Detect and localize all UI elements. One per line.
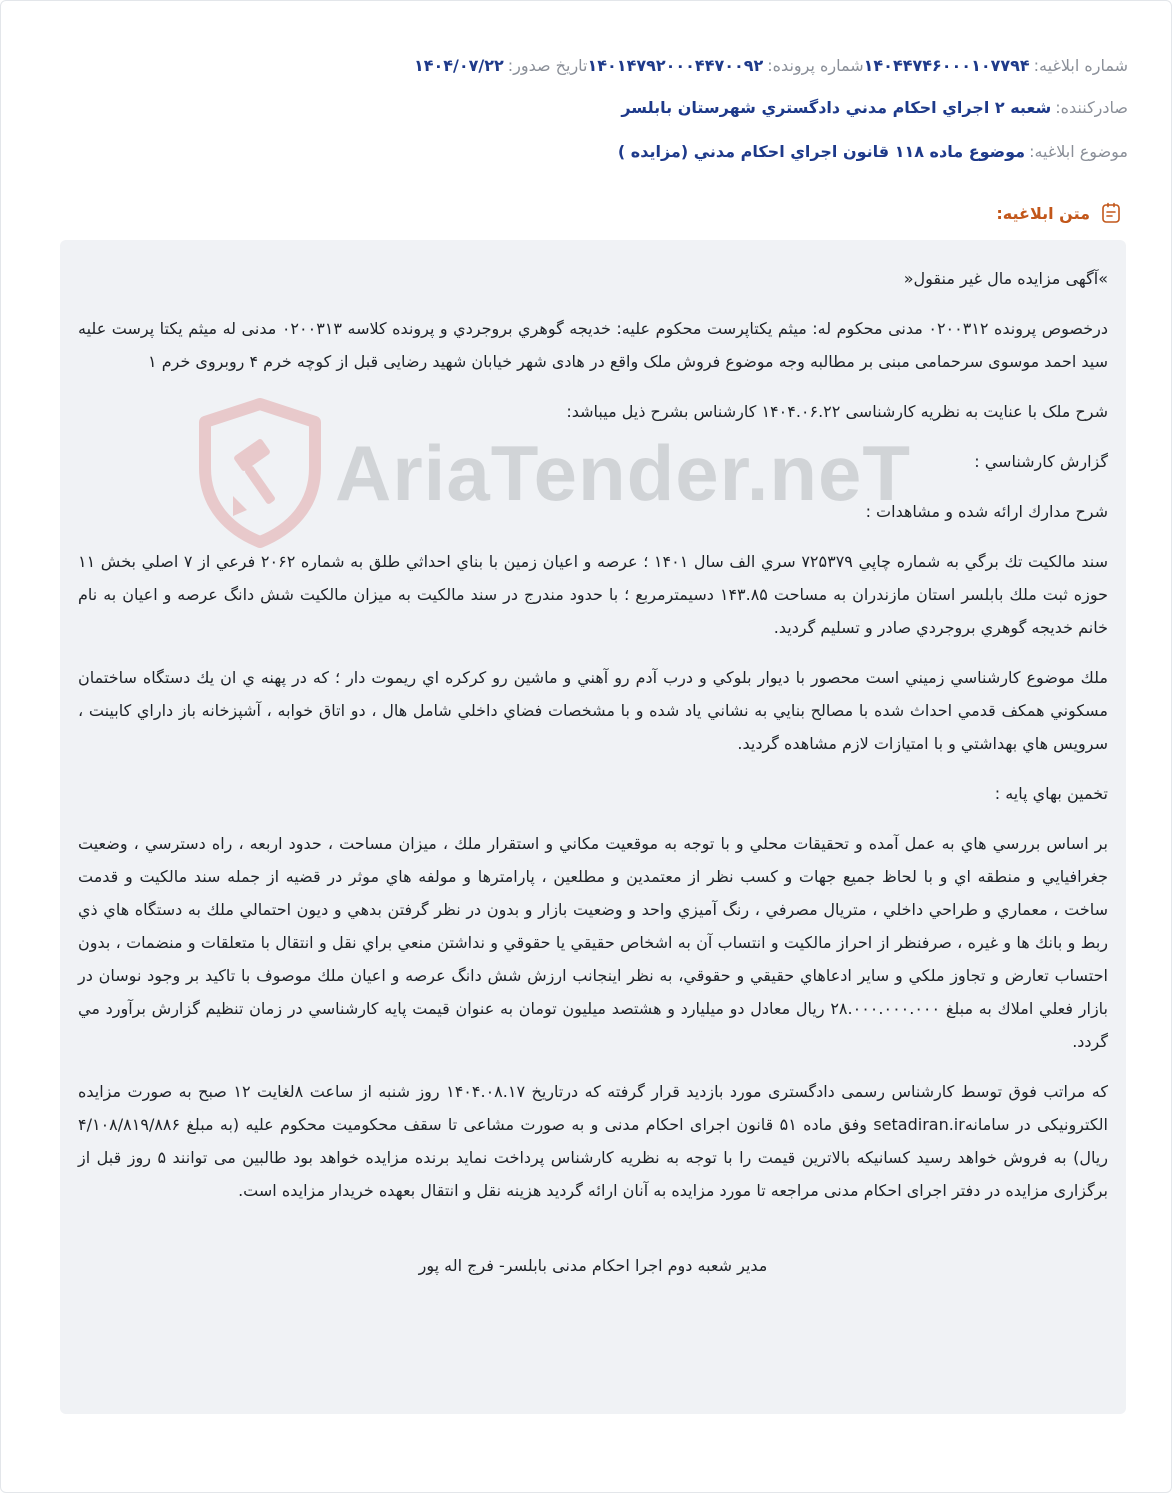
meta-row-issuer [46,98,1128,117]
subject-value: موضوع ماده ۱۱۸ قانون اجراي احکام مدني (مزايده ) [617,142,1026,161]
notice-text-header [996,200,1124,226]
ad-title: »آگهی مزایده مال غیر منقول« [903,269,1108,288]
notice-number [864,56,1128,75]
case-number-value: ۱۴۰۱۴۷۹۲۰۰۰۴۴۷۰۰۹۲ [587,56,764,75]
notice-text-title: متن ابلاغيه: [996,203,1090,223]
documents-heading: شرح مدارك ارائه شده و مشاهدات : [865,502,1108,521]
auction-terms-paragraph: که مراتب فوق توسط کارشناس رسمی دادگستری مورد بازدید قرار گرفته که درتاریخ ۱۴۰۴.۰۸.۱۷ روز شنبه از ساعت ۸لغایت ۱۲ صبح به صورت مزایده الکترونیکی در سامانهsetadiran.ir وفق ماده ۵۱ قانون اجرای احکام مدنی و به صورت مشاعی تا سقف محکومیت محکوم علیه (به مبلغ ۴/۱۰۸/۸۱۹/۸۸۶ ریال) به فروش خواهد رسید کسانیکه بالاترین قیمت را با توجه به نظریه کارشناس پرداخت نماید برنده مزایده خواهد بود طالبین می توانند ۵ روز قبل از برگزاری مزایده در دفتر اجرای احکام مدنی مراجعه تا مورد مزایده به آنان ارائه گردید هزینه نقل و انتقال بعهده خریدار مزایده است. [78,1082,1109,1200]
expert-report-heading: گزارش کارشناسي : [974,452,1108,471]
notice-number-label: شماره ابلاغيه: [1033,56,1128,75]
issue-date [414,56,588,75]
case-summary: درخصوص پرونده ۰۲۰۰۳۱۲ مدنی محکوم له: میثم یکتاپرست محکوم علیه: خدیجه گوهري بروجردي و پرونده کلاسه ۰۲۰۰۳۱۳ مدنی له میثم یکتا پرست علیه سید احمد موسوی سرحمامی مبنی بر مطالبه وجه موضوع فروش ملک واقع در هادی شهر خیابان شهید رضایی قبل از کوچه خرم ۴ روبروی خرم ۱ [78,319,1108,371]
ownership-deed-paragraph: سند مالكيت تك برگي به شماره چاپي ۷۲۵۳۷۹ سري الف سال ۱۴۰۱ ؛ عرصه و اعيان زمين با بناي احداثي طلق به شماره ۲۰۶۲ فرعي از ۷ اصلي بخش ۱۱ حوزه ثبت ملك بابلسر استان مازندران به مساحت ۱۴۳.۸۵ دسيمترمربع ؛ با حدود مندرج در سند مالكيت به ميزان مالكيت شش دانگ عرصه و اعيان به نام خانم خديجه گوهري بروجردي صادر و تسليم گرديد. [78,552,1109,637]
subject-label: موضوع ابلاغيه: [1029,142,1128,161]
issuer-label: صادرکننده: [1055,98,1128,117]
notice-number-value: ۱۴۰۴۴۷۴۶۰۰۰۱۰۷۷۹۴ [863,56,1030,75]
signature-line: مدیر شعبه دوم اجرا احکام مدنی بابلسر- فرج اله پور [418,1256,768,1275]
issuer-value: شعبه ۲ اجراي احکام مدني دادگستري شهرستان بابلسر [621,98,1052,117]
valuation-paragraph: بر اساس بررسي هاي به عمل آمده و تحقيقات محلي و با توجه به موقعيت مكاني و استقرار ملك ، ميزان مساحت ، حدود اربعه ، راه دسترسي ، وضعيت جغرافيايي و منطقه اي و با لحاظ جميع جهات و كسب نظر از معتمدين و مطلعين ، پارامترها و مولفه هاي موثر در قضيه از جمله سند مالكيت و قدمت ساخت ، معماري و طراحي داخلي ، متريال مصرفي ، رنگ آميزي واحد و وضعيت بازار و بدون در نظر گرفتن بدهي و ديون احتمالي ملك به دستگاه هاي ذي ربط و بانك ها و غيره ، صرفنظر از احراز مالكيت و انتساب آن به اشخاص حقيقي يا حقوقي و نداشتن منعي براي نقل و انتقال با متعلقات و منضمات ، بدون احتساب تعارض و تجاوز ملكي و ساير ادعاهاي حقيقي و حقوقي، به نظر اينجانب ارزش شش دانگ عرصه و اعيان ملك موصوف با تاكيد بر وجود نوسان در بازار فعلي املاك به مبلغ ۲۸.۰۰۰.۰۰۰.۰۰۰ ريال معادل دو ميليارد و هشتصد ميليون تومان به عنوان قيمت پايه كارشناسي در زمان تنظيم گزارش برآورد مي گردد. [78,834,1108,1051]
issue-date-value: ۱۴۰۴/۰۷/۲۲ [413,56,504,75]
property-description-intro: شرح ملک با عنایت به نظریه کارشناسی ۱۴۰۴.۰۶.۲۲ کارشناس بشرح ذیل میباشد: [566,402,1108,421]
issue-date-label: تاريخ صدور: [507,56,588,75]
case-number [588,56,864,75]
case-number-label: شماره پرونده: [767,56,864,75]
document-list-icon [1098,200,1124,226]
base-price-heading: تخمين بهاي پايه : [994,784,1108,803]
notice-body [60,240,1126,1414]
meta-row-identifiers [46,56,1128,75]
property-details-paragraph: ملك موضوع كارشناسي زميني است محصور با ديوار بلوكي و درب آدم رو آهني و ماشين رو كركره اي ريموت دار ؛ كه در پهنه ي ان يك دستگاه ساختمان مسكوني همكف قدمي احداث شده با مصالح بنايي به نشاني ياد شده و با مشخصات فضاي داخلي شامل هال ، دو اتاق خوابه ، آشپزخانه باز داراي كابينت ، سرويس هاي بهداشتي و با امتيازات لازم مشاهده گرديد. [78,668,1108,753]
meta-row-subject [46,142,1128,161]
watermark-text: AriaTender.neT [335,428,912,517]
